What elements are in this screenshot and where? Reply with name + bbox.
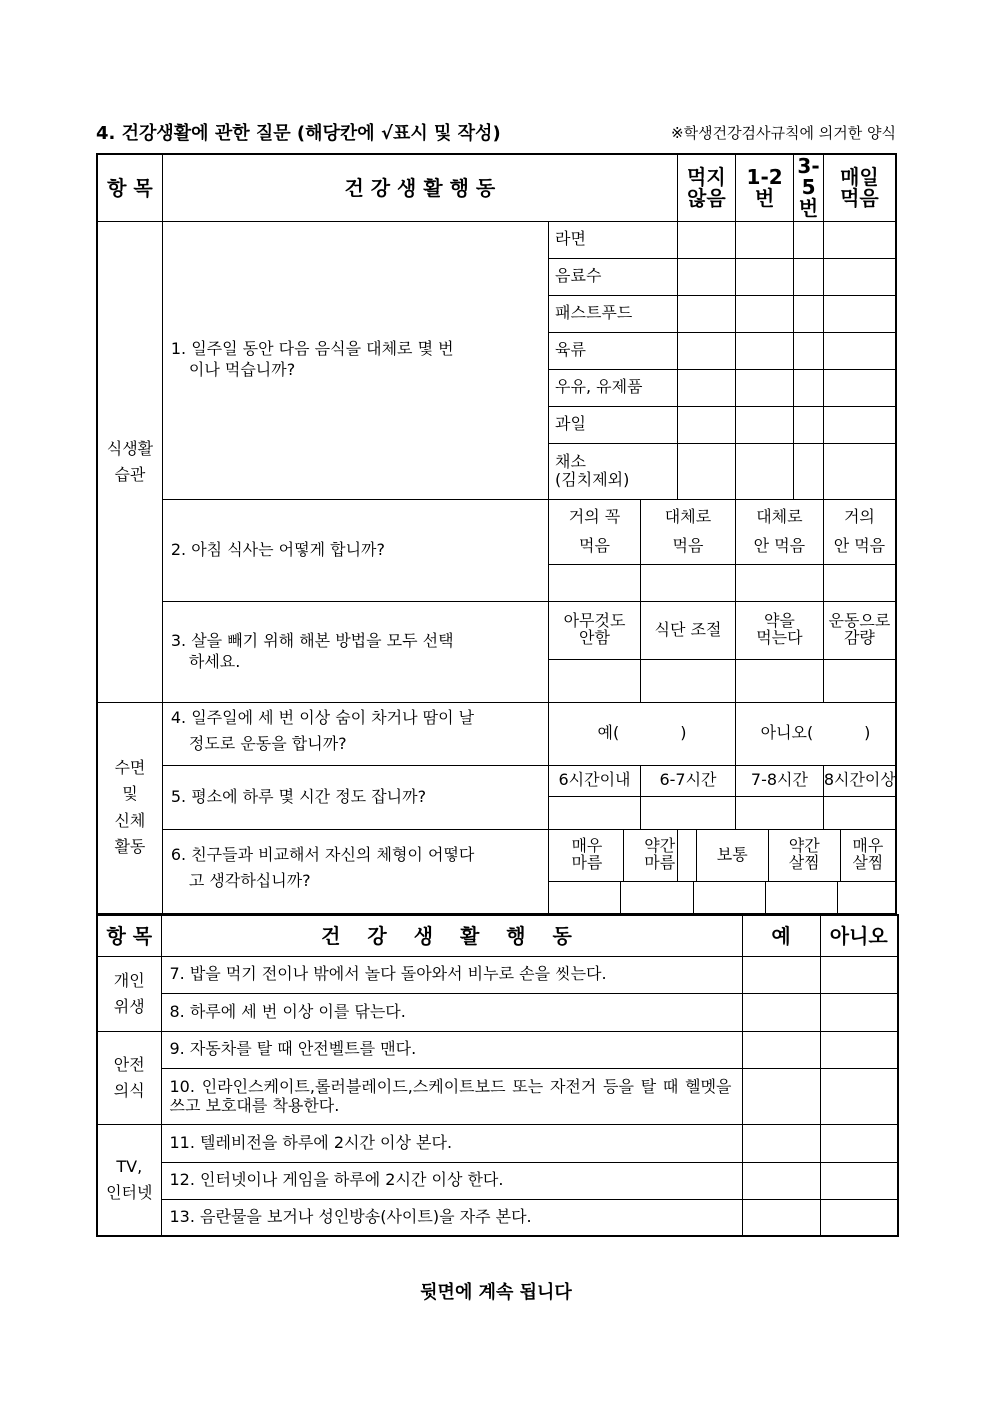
check-cell[interactable] — [677, 258, 735, 295]
body-option-slightly-thin: 약간 마름 — [623, 830, 696, 881]
section-sleep-activity: 수면 및 신체 활동 — [97, 702, 162, 914]
check-cell[interactable] — [735, 659, 823, 702]
check-cell[interactable] — [735, 406, 793, 443]
check-cell[interactable] — [640, 796, 735, 829]
check-cell[interactable] — [620, 882, 693, 913]
form-header — [96, 119, 896, 145]
food-meat: 육류 — [549, 332, 678, 369]
check-cell[interactable] — [677, 295, 735, 332]
sleep-option-under-6: 6시간이내 — [549, 765, 641, 796]
section-tv-internet: TV, 인터넷 — [97, 1124, 161, 1236]
breakfast-option-mostly: 대체로 먹음 — [640, 499, 735, 564]
col-header-behavior-2: 건 강 생 활 행 동 — [161, 915, 742, 956]
food-ramen: 라면 — [549, 221, 678, 258]
check-cell[interactable] — [823, 406, 896, 443]
section-title: 4. 건강생활에 관한 질문 (해당칸에 √표시 및 작성) — [96, 123, 501, 144]
yes-check-cell[interactable] — [742, 1199, 820, 1236]
col-header-no: 아니오 — [820, 915, 898, 956]
no-check-cell[interactable] — [820, 956, 898, 993]
no-check-cell[interactable] — [820, 1068, 898, 1124]
yes-check-cell[interactable] — [742, 993, 820, 1031]
sleep-option-7-8: 7-8시간 — [735, 765, 823, 796]
check-cell[interactable] — [794, 332, 824, 369]
question-12: 12. 인터넷이나 게임을 하루에 2시간 이상 한다. — [161, 1162, 742, 1199]
exercise-no-field[interactable]: 아니오( ) — [735, 702, 896, 765]
yes-check-cell[interactable] — [742, 1031, 820, 1068]
breakfast-option-never: 거의 안 먹음 — [823, 499, 896, 564]
no-check-cell[interactable] — [820, 1199, 898, 1236]
freq-header-none: 먹지 않음 — [677, 154, 735, 221]
check-cell[interactable] — [549, 882, 620, 913]
check-cell[interactable] — [794, 406, 824, 443]
exercise-yes-field[interactable]: 예( ) — [549, 702, 736, 765]
question-2: 2. 아침 식사는 어떻게 합니까? — [162, 499, 548, 601]
food-dairy: 우유, 유제품 — [549, 369, 678, 406]
breakfast-option-mostly-not: 대체로 안 먹음 — [735, 499, 823, 564]
check-cell[interactable] — [677, 443, 735, 499]
check-cell[interactable] — [735, 258, 793, 295]
section-safety: 안전 의식 — [97, 1031, 161, 1124]
col-header-behavior: 건 강 생 활 행 동 — [162, 154, 677, 221]
col-header-item-2: 항 목 — [97, 915, 161, 956]
check-cell[interactable] — [823, 369, 896, 406]
check-cell[interactable] — [549, 796, 641, 829]
check-cell[interactable] — [823, 564, 896, 601]
check-cell[interactable] — [794, 221, 824, 258]
section-hygiene: 개인 위생 — [97, 956, 161, 1031]
yes-check-cell[interactable] — [742, 1068, 820, 1124]
question-7: 7. 밥을 먹기 전이나 밖에서 놀다 돌아와서 비누로 손을 씻는다. — [161, 956, 742, 993]
no-check-cell[interactable] — [820, 1124, 898, 1162]
food-fastfood: 패스트푸드 — [549, 295, 678, 332]
question-8: 8. 하루에 세 번 이상 이를 닦는다. — [161, 993, 742, 1031]
check-cell[interactable] — [823, 443, 896, 499]
body-check-row — [549, 881, 896, 914]
yes-check-cell[interactable] — [742, 1124, 820, 1162]
freq-header-1-2: 1-2 번 — [735, 154, 793, 221]
sleep-option-6-7: 6-7시간 — [640, 765, 735, 796]
body-option-slightly-fat: 약간 살찜 — [768, 830, 840, 881]
check-cell[interactable] — [794, 258, 824, 295]
check-cell[interactable] — [837, 882, 895, 913]
check-cell[interactable] — [677, 332, 735, 369]
body-option-very-thin: 매우 마름 — [549, 829, 678, 881]
diet-option-nothing: 아무것도 안함 — [549, 601, 641, 659]
check-cell[interactable] — [735, 443, 793, 499]
check-cell[interactable] — [677, 406, 735, 443]
habits-yes-no-table — [96, 914, 899, 1237]
question-6: 6. 친구들과 비교해서 자신의 체형이 어떻다 고 생각하십니까? — [162, 829, 548, 914]
col-header-item: 항 목 — [97, 154, 162, 221]
no-check-cell[interactable] — [820, 993, 898, 1031]
body-option-very-fat: 매우 살찜 — [840, 830, 895, 881]
no-check-cell[interactable] — [820, 1031, 898, 1068]
check-cell[interactable] — [735, 332, 793, 369]
check-cell[interactable] — [549, 659, 641, 702]
breakfast-option-always: 거의 꼭 먹음 — [549, 499, 641, 564]
col-header-yes: 예 — [742, 915, 820, 956]
check-cell[interactable] — [735, 295, 793, 332]
question-1: 1. 일주일 동안 다음 음식을 대체로 몇 번 이나 먹습니까? — [162, 221, 548, 499]
section-diet: 식생활 습관 — [97, 221, 162, 702]
body-option-normal: 보통 — [696, 830, 768, 881]
question-3: 3. 살을 빼기 위해 해본 방법을 모두 선택 하세요. — [162, 601, 548, 702]
check-cell[interactable] — [823, 796, 896, 829]
food-vegetable: 채소 (김치제외) — [549, 443, 678, 499]
yes-check-cell[interactable] — [742, 1162, 820, 1199]
food-fruit: 과일 — [549, 406, 678, 443]
check-cell[interactable] — [735, 221, 793, 258]
check-cell[interactable] — [549, 564, 641, 601]
question-10: 10. 인라인스케이트,롤러블레이드,스케이트보드 또는 자전거 등을 탈 때 헬멧을 쓰고 보호대를 착용한다. — [161, 1068, 742, 1124]
question-11: 11. 텔레비전을 하루에 2시간 이상 본다. — [161, 1124, 742, 1162]
sleep-option-over-8: 8시간이상 — [823, 765, 896, 796]
yes-check-cell[interactable] — [742, 956, 820, 993]
check-cell[interactable] — [640, 659, 735, 702]
check-cell[interactable] — [823, 258, 896, 295]
question-5: 5. 평소에 하루 몇 시간 정도 잡니까? — [162, 765, 548, 829]
diet-option-pills: 약을 먹는다 — [735, 601, 823, 659]
check-cell[interactable] — [735, 796, 823, 829]
check-cell[interactable] — [735, 369, 793, 406]
food-beverage: 음료수 — [549, 258, 678, 295]
freq-header-3-5: 3-5 번 — [794, 154, 824, 221]
check-cell[interactable] — [640, 564, 735, 601]
check-cell[interactable] — [794, 295, 824, 332]
check-cell[interactable] — [794, 369, 824, 406]
check-cell[interactable] — [677, 221, 735, 258]
question-4: 4. 일주일에 세 번 이상 숨이 차거나 땀이 날 정도로 운동을 합니까? — [162, 702, 548, 765]
check-cell[interactable] — [735, 564, 823, 601]
no-check-cell[interactable] — [820, 1162, 898, 1199]
diet-option-meal-control: 식단 조절 — [640, 601, 735, 659]
check-cell[interactable] — [765, 882, 837, 913]
check-cell[interactable] — [693, 882, 765, 913]
check-cell[interactable] — [823, 295, 896, 332]
diet-option-exercise: 운동으로 감량 — [823, 601, 896, 659]
regulation-note: ※학생건강검사규칙에 의거한 양식 — [671, 124, 896, 142]
continued-notice: 뒷면에 계속 됩니다 — [420, 1282, 572, 1303]
health-habits-table — [96, 153, 897, 915]
check-cell[interactable] — [823, 659, 896, 702]
question-13: 13. 음란물을 보거나 성인방송(사이트)을 자주 본다. — [161, 1199, 742, 1236]
freq-header-daily: 매일 먹음 — [823, 154, 896, 221]
body-options-group — [644, 829, 896, 881]
check-cell[interactable] — [823, 332, 896, 369]
check-cell[interactable] — [794, 443, 824, 499]
check-cell[interactable] — [823, 221, 896, 258]
check-cell[interactable] — [677, 369, 735, 406]
question-9: 9. 자동차를 탈 때 안전벨트를 맨다. — [161, 1031, 742, 1068]
